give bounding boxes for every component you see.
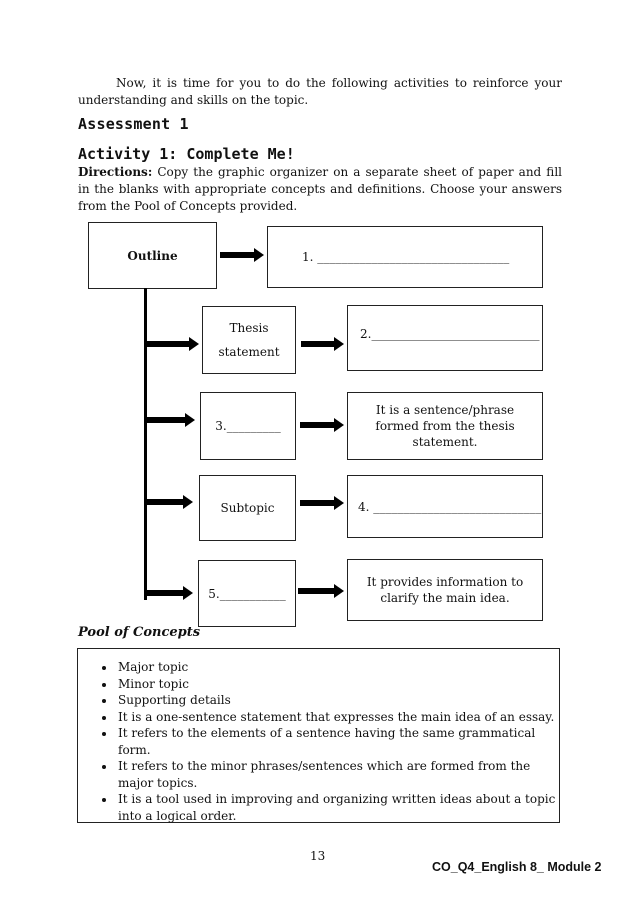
arrow-thesis-out xyxy=(301,338,344,350)
pool-item: • It refers to the elements of a sentence having the same grammatical form. xyxy=(116,725,559,758)
arrow-subtopic-out xyxy=(300,497,344,509)
directions-label: Directions: xyxy=(78,165,153,179)
footer-module-label: CO_Q4_English 8_ Module 2 xyxy=(432,860,602,874)
outline-box: Outline xyxy=(88,222,217,289)
pool-item: • Supporting details xyxy=(116,692,559,709)
pool-item: • Major topic xyxy=(116,659,559,676)
subtopic-box: Subtopic xyxy=(199,475,296,541)
connector-line xyxy=(144,288,147,600)
arrow-subtopic-in xyxy=(145,496,193,508)
directions-paragraph xyxy=(78,164,562,215)
pool-of-concepts-box xyxy=(77,648,560,823)
arrow-5-in xyxy=(144,587,193,599)
pool-item: • It is a tool used in improving and organizing written ideas about a topic into a logical order. xyxy=(116,791,559,824)
arrow-3-in xyxy=(145,414,195,426)
pool-item: • Minor topic xyxy=(116,676,559,693)
arrow-outline xyxy=(220,249,264,261)
arrow-thesis-in xyxy=(145,338,199,350)
arrow-5-out xyxy=(298,585,344,597)
blank-2-box: 2.____________________________ xyxy=(347,305,543,371)
definition-3-box: It is a sentence/phrase formed from the thesis statement. xyxy=(347,392,543,460)
blank-1-box: 1. ________________________________ xyxy=(267,226,543,288)
assessment-heading: Assessment 1 xyxy=(78,115,189,133)
intro-paragraph: Now, it is time for you to do the following activities to reinforce your understanding and skills on the topic. xyxy=(78,76,562,107)
pool-title: Pool of Concepts xyxy=(78,625,201,640)
definition-5-box: It provides information to clarify the main idea. xyxy=(347,559,543,621)
activity-heading: Activity 1: Complete Me! xyxy=(78,145,295,163)
thesis-box: Thesis statement xyxy=(202,306,296,374)
arrow-3-out xyxy=(300,419,344,431)
directions-text: Copy the graphic organizer on a separate sheet of paper and fill in the blanks with appropriate concepts and definitions. Choose your answers from the Pool of Concepts provided. xyxy=(78,165,562,213)
blank-4-box: 4. ____________________________ xyxy=(347,475,543,538)
page-number: 13 xyxy=(310,849,326,863)
pool-item: • It is a one-sentence statement that expresses the main idea of an essay. xyxy=(116,709,559,726)
pool-item: • It refers to the minor phrases/sentences which are formed from the major topics. xyxy=(116,758,559,791)
blank-3-box: 3._________ xyxy=(200,392,296,460)
blank-5-box: 5.___________ xyxy=(198,560,296,627)
